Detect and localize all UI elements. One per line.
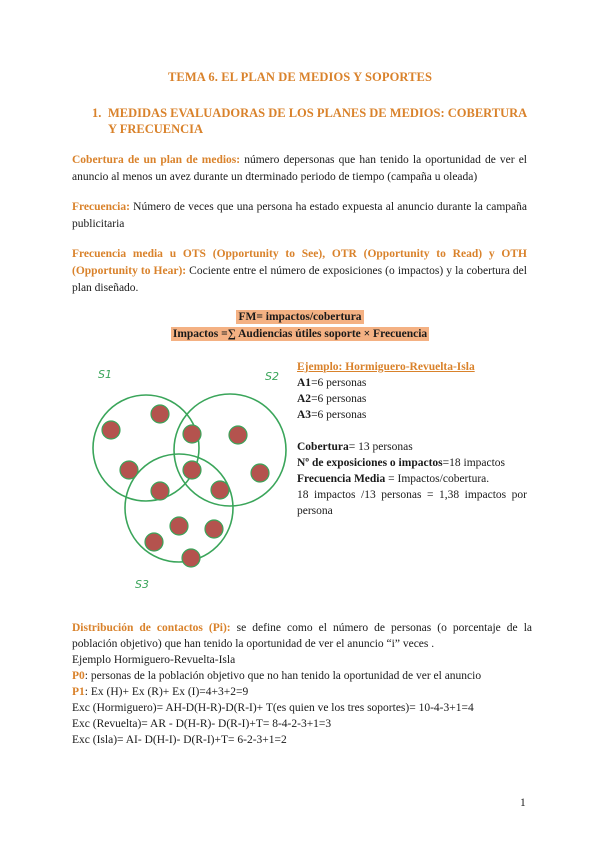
a2-value: =6 personas bbox=[311, 393, 367, 405]
page-number: 1 bbox=[520, 797, 526, 809]
exposiciones-label: Nº de exposiciones o impactos bbox=[297, 457, 443, 469]
exposiciones-value: =18 impactos bbox=[442, 457, 506, 469]
cobertura-paragraph bbox=[72, 152, 527, 186]
p0-line bbox=[72, 668, 532, 684]
example-a3 bbox=[297, 407, 527, 423]
frecuencia-paragraph bbox=[72, 199, 527, 233]
example-fm bbox=[297, 471, 527, 487]
venn-person-dot bbox=[251, 464, 269, 482]
distribucion-definition: se define como el número de personas (o porcentaje de la población objetivo) que han tenido la oportunidad de ver el anuncio “i” veces . bbox=[72, 622, 532, 650]
frecuencia-media-term: Frecuencia media u OTS (Opportunity to See), OTR (Opportunity to Read) y OTH (Opportunity to Hear): bbox=[72, 248, 527, 277]
cobertura-definition: número depersonas que han tenido la oportunidad de ver el anuncio al menos un avez durante un dterminado periodo de tiempo (campaña u oleada) bbox=[72, 154, 527, 183]
a1-value: =6 personas bbox=[311, 377, 367, 389]
venn-person-dot bbox=[182, 549, 200, 567]
section-number: 1. bbox=[92, 106, 102, 120]
distribucion-term: Distribución de contactos (Pi): bbox=[72, 622, 231, 634]
venn-person-dot bbox=[151, 405, 169, 423]
venn-person-dot bbox=[205, 520, 223, 538]
example-cobertura bbox=[297, 439, 527, 455]
example-title: Ejemplo: Hormiguero-Revuelta-Isla bbox=[297, 361, 475, 373]
formula-impactos-text: Impactos =∑ Audiencias útiles soporte × Frecuencia bbox=[172, 328, 428, 340]
p1-label: P1 bbox=[72, 686, 85, 698]
frecuencia-term: Frecuencia: bbox=[72, 201, 130, 213]
venn-diagram bbox=[80, 360, 295, 590]
formula-fm-text: FM= impactos/cobertura bbox=[238, 311, 362, 323]
p1-line bbox=[72, 684, 532, 700]
formula-fm bbox=[0, 311, 600, 323]
venn-person-dot bbox=[183, 425, 201, 443]
venn-person-dot bbox=[211, 481, 229, 499]
example-exposiciones bbox=[297, 455, 527, 471]
a1-label: A1 bbox=[297, 377, 312, 389]
distribucion-example-title: Ejemplo Hormiguero-Revuelta-Isla bbox=[72, 654, 236, 666]
example-result: 18 impactos /13 personas = 1,38 impactos por persona bbox=[297, 489, 527, 517]
venn-person-dot bbox=[151, 482, 169, 500]
distribucion-block bbox=[72, 620, 532, 748]
example-a2 bbox=[297, 391, 527, 407]
distribucion-paragraph bbox=[72, 620, 532, 652]
section-heading bbox=[92, 105, 532, 137]
venn-label-s3: S3 bbox=[135, 578, 149, 590]
venn-person-dot bbox=[145, 533, 163, 551]
document-title: TEMA 6. EL PLAN DE MEDIOS Y SOPORTES bbox=[167, 70, 433, 84]
venn-circle-s3 bbox=[125, 454, 233, 562]
a3-value: =6 personas bbox=[311, 409, 367, 421]
fm-value: = Impactos/cobertura. bbox=[385, 473, 490, 485]
formula-impactos bbox=[0, 328, 600, 340]
venn-circle-s1 bbox=[93, 395, 199, 501]
exc-hormiguero-line: Exc (Hormiguero)= AH-D(H-R)-D(R-I)+ T(es quien ve los tres soportes)= 10-4-3+1=4 bbox=[72, 702, 474, 714]
p1-text: : Ex (H)+ Ex (R)+ Ex (I)=4+3+2=9 bbox=[84, 686, 249, 698]
frecuencia-media-paragraph bbox=[72, 246, 527, 297]
venn-person-dot bbox=[120, 461, 138, 479]
a2-label: A2 bbox=[297, 393, 312, 405]
venn-person-dot bbox=[170, 517, 188, 535]
section-text: MEDIDAS EVALUADORAS DE LOS PLANES DE MEDIOS: COBERTURA Y FRECUENCIA bbox=[108, 106, 527, 136]
example-block bbox=[297, 359, 527, 519]
exc-revuelta-line: Exc (Revuelta)= AR - D(H-R)- D(R-I)+T= 8-4-2-3+1=3 bbox=[72, 718, 332, 730]
frecuencia-definition: Número de veces que una persona ha estado expuesta al anuncio durante la campaña publicitaria bbox=[72, 201, 527, 230]
p0-label: P0 bbox=[72, 670, 85, 682]
venn-person-dot bbox=[102, 421, 120, 439]
cobertura-term: Cobertura de un plan de medios: bbox=[72, 154, 241, 166]
venn-label-s2: S2 bbox=[265, 370, 279, 383]
venn-person-dot bbox=[183, 461, 201, 479]
cobertura-label: Cobertura bbox=[297, 441, 349, 453]
p0-text: : personas de la población objetivo que no han tenido la oportunidad de ver el anuncio bbox=[84, 670, 482, 682]
cobertura-value: = 13 personas bbox=[348, 441, 413, 453]
a3-label: A3 bbox=[297, 409, 312, 421]
fm-label: Frecuencia Media bbox=[297, 473, 386, 485]
example-a1 bbox=[297, 375, 527, 391]
venn-label-s1: S1 bbox=[98, 368, 112, 381]
venn-person-dot bbox=[229, 426, 247, 444]
frecuencia-media-definition: Cociente entre el número de exposiciones (o impactos) y la cobertura del plan diseñado. bbox=[72, 265, 527, 294]
exc-isla-line: Exc (Isla)= AI- D(H-I)- D(R-I)+T= 6-2-3+1=2 bbox=[72, 734, 287, 746]
